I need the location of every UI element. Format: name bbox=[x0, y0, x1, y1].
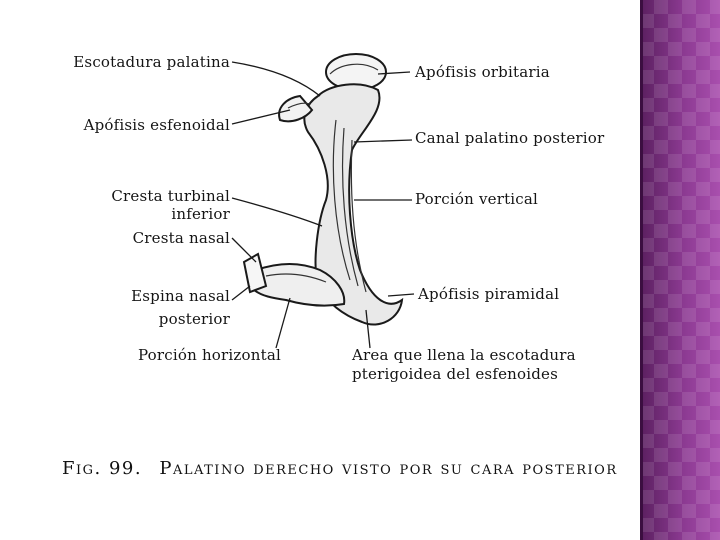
decorative-side-panel bbox=[640, 0, 720, 540]
label-apofisis-piramidal: Apófisis piramidal bbox=[418, 285, 560, 303]
label-area-escotadura-line1: Area que llena la escotadura bbox=[352, 346, 576, 364]
label-porcion-vertical: Porción vertical bbox=[415, 190, 539, 208]
label-apofisis-orbitaria: Apófisis orbitaria bbox=[415, 63, 550, 81]
figure-caption bbox=[62, 458, 632, 479]
figure-number: Fig. 99. bbox=[62, 458, 143, 479]
figure-title: Palatino derecho visto por su cara posterior bbox=[159, 458, 618, 479]
label-porcion-horizontal: Porción horizontal bbox=[138, 346, 281, 364]
label-apofisis-esfenoidal: Apófisis esfenoidal bbox=[83, 116, 230, 134]
bone-shape bbox=[244, 54, 402, 325]
label-espina-nasal-line2: posterior bbox=[158, 310, 230, 328]
label-area-escotadura-line2: pterigoidea del esfenoides bbox=[352, 365, 559, 383]
label-espina-nasal-line1: Espina nasal bbox=[131, 287, 230, 305]
label-cresta-nasal: Cresta nasal bbox=[132, 229, 230, 247]
label-canal-palatino-posterior: Canal palatino posterior bbox=[415, 129, 605, 147]
label-cresta-turbinal-line2: inferior bbox=[171, 205, 230, 223]
label-escotadura-palatina: Escotadura palatina bbox=[73, 53, 230, 71]
label-cresta-turbinal-line1: Cresta turbinal bbox=[111, 187, 230, 205]
